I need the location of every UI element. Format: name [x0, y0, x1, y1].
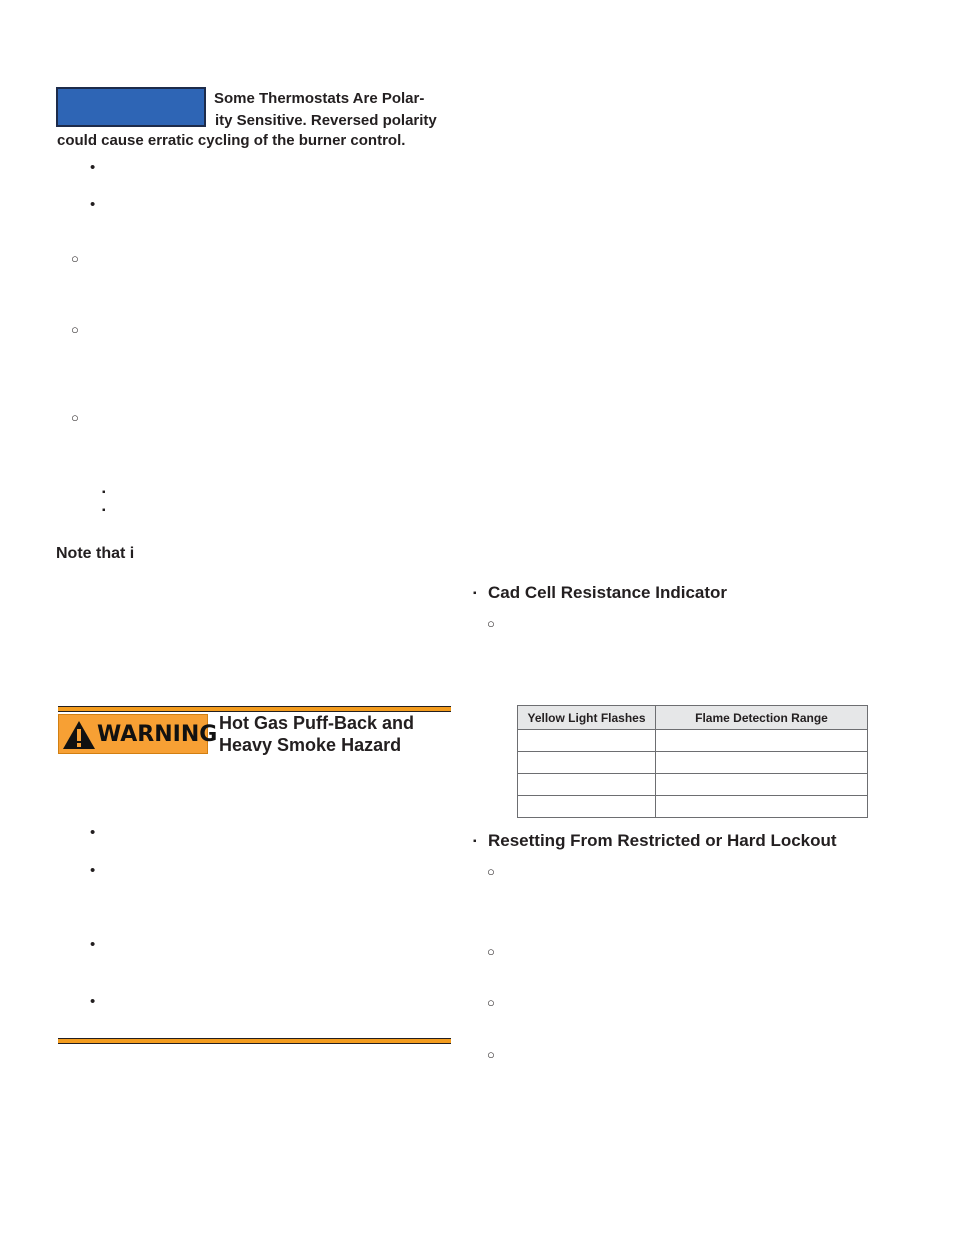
warning-triangle-icon: [62, 719, 96, 751]
list-bullet: •: [90, 824, 96, 841]
table-cell: [518, 796, 656, 818]
warning-rule-bottom: [58, 1038, 451, 1044]
col-header-yellow-flashes: Yellow Light Flashes: [518, 706, 656, 730]
list-circle-marker: ○: [487, 864, 495, 879]
reset-lockout-heading: Resetting From Restricted or Hard Lockout: [488, 831, 837, 850]
table-cell: [656, 796, 868, 818]
list-square-marker: ▪: [102, 505, 106, 516]
warning-title-line-2: Heavy Smoke Hazard: [219, 735, 402, 755]
list-circle-marker: ○: [71, 410, 79, 425]
list-square-marker: ▪: [102, 487, 106, 498]
notice-text-line-3: could cause erratic cycling of the burner control.: [57, 132, 406, 149]
table-row: [518, 752, 868, 774]
col-header-flame-range: Flame Detection Range: [656, 706, 868, 730]
list-bullet: •: [90, 936, 96, 953]
table-header-row: [518, 706, 868, 730]
list-circle-marker: ○: [71, 251, 79, 266]
list-circle-marker: ○: [487, 1047, 495, 1062]
warning-badge: [58, 714, 218, 754]
warning-title-line-1: Hot Gas Puff-Back and: [219, 713, 415, 733]
notice-text-line-2: ity Sensitive. Reversed polarity: [215, 112, 437, 129]
list-circle-marker: ○: [487, 995, 495, 1010]
table-cell: [656, 730, 868, 752]
list-bullet: •: [90, 862, 96, 879]
list-circle-marker: ○: [487, 944, 495, 959]
warning-label: WARNING: [97, 722, 218, 747]
table-cell: [518, 752, 656, 774]
flame-detection-table: [517, 705, 868, 818]
list-bullet: •: [90, 196, 96, 213]
list-circle-marker: ○: [487, 616, 495, 631]
note-text: Note that i: [56, 545, 135, 562]
table-cell: [656, 752, 868, 774]
notice-badge: [56, 87, 206, 127]
table-cell: [518, 730, 656, 752]
table-row: [518, 796, 868, 818]
table-cell: [656, 774, 868, 796]
table-cell: [518, 774, 656, 796]
cad-cell-heading: Cad Cell Resistance Indicator: [488, 583, 728, 602]
notice-text-line-1: Some Thermostats Are Polar-: [214, 90, 425, 107]
list-bullet: •: [90, 993, 96, 1010]
table-row: [518, 774, 868, 796]
list-circle-marker: ○: [71, 322, 79, 337]
list-bullet: •: [90, 159, 96, 176]
table-row: [518, 730, 868, 752]
section-square-marker: ▪: [473, 588, 477, 599]
section-square-marker: ▪: [473, 836, 477, 847]
